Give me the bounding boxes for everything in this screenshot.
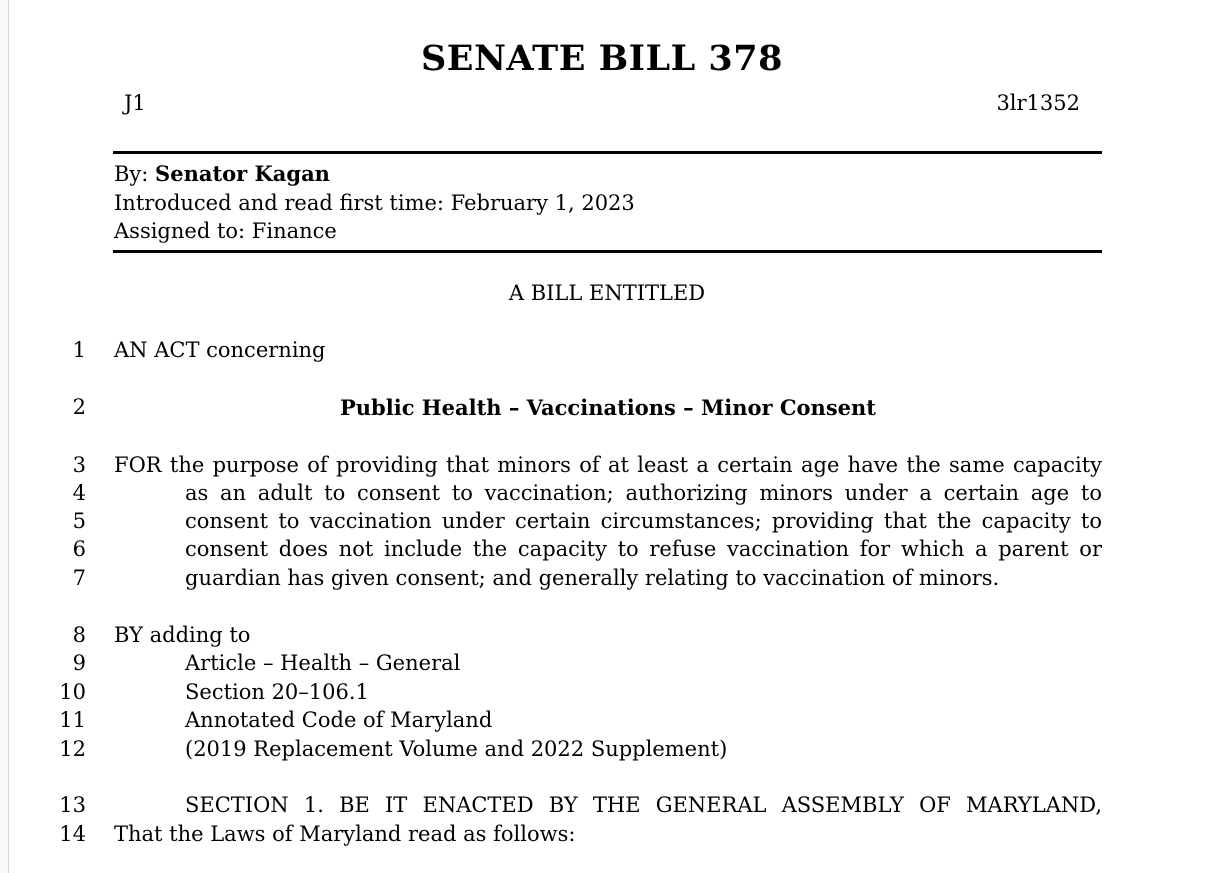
bill-line: AN ACT concerning <box>114 338 326 362</box>
bill-line: Article – Health – General <box>185 651 461 675</box>
bill-line: That the Laws of Maryland read as follows: <box>114 822 576 846</box>
bill-line: consent does not include the capacity to refuse vaccination for which a parent or <box>185 537 1102 561</box>
sponsor-name: Senator Kagan <box>155 161 330 186</box>
line-number: 13 <box>59 793 86 817</box>
line-number: 10 <box>59 680 86 704</box>
bill-line: SECTION 1. BE IT ENACTED BY THE GENERAL ASSEMBLY OF MARYLAND, <box>185 793 1102 817</box>
line-number: 2 <box>72 395 86 419</box>
bill-code-left: J1 <box>124 91 146 115</box>
introduced-line: Introduced and read first time: February 1, 2023 <box>114 190 635 215</box>
bill-line: (2019 Replacement Volume and 2022 Supplement) <box>185 737 728 761</box>
line-number: 14 <box>59 822 86 846</box>
bill-title: SENATE BILL 378 <box>420 38 783 79</box>
bill-line: Annotated Code of Maryland <box>185 708 493 732</box>
bill-line: FOR the purpose of providing that minors of at least a certain age have the same capacity <box>114 453 1102 477</box>
bill-line: consent to vaccination under certain circumstances; providing that the capacity to <box>185 509 1102 533</box>
line-number: 11 <box>59 708 86 732</box>
header-rule-bottom <box>113 250 1102 253</box>
line-number: 12 <box>59 737 86 761</box>
page-left-edge <box>0 0 9 873</box>
sponsor-line <box>114 160 635 189</box>
header-rule-top <box>113 151 1102 154</box>
bill-line: Section 20–106.1 <box>185 680 369 704</box>
line-number: 1 <box>72 338 86 362</box>
line-number: 6 <box>72 537 86 561</box>
bill-line: guardian has given consent; and generally relating to vaccination of minors. <box>185 566 1000 590</box>
line-number: 5 <box>72 509 86 533</box>
bill-entitled-heading: A BILL ENTITLED <box>508 281 706 305</box>
line-number: 9 <box>72 651 86 675</box>
line-number: 4 <box>72 481 86 505</box>
assigned-line: Assigned to: Finance <box>114 219 337 243</box>
bill-code-right: 3lr1352 <box>996 91 1080 115</box>
sponsor-block <box>114 160 635 246</box>
by-label: By: <box>114 162 156 186</box>
bill-line: as an adult to consent to vaccination; authorizing minors under a certain age to <box>185 481 1102 505</box>
line-number: 7 <box>72 566 86 590</box>
bill-subject-title: Public Health – Vaccinations – Minor Consent <box>340 395 876 420</box>
bill-line: BY adding to <box>114 623 251 647</box>
line-number: 3 <box>72 453 86 477</box>
line-number: 8 <box>72 623 86 647</box>
